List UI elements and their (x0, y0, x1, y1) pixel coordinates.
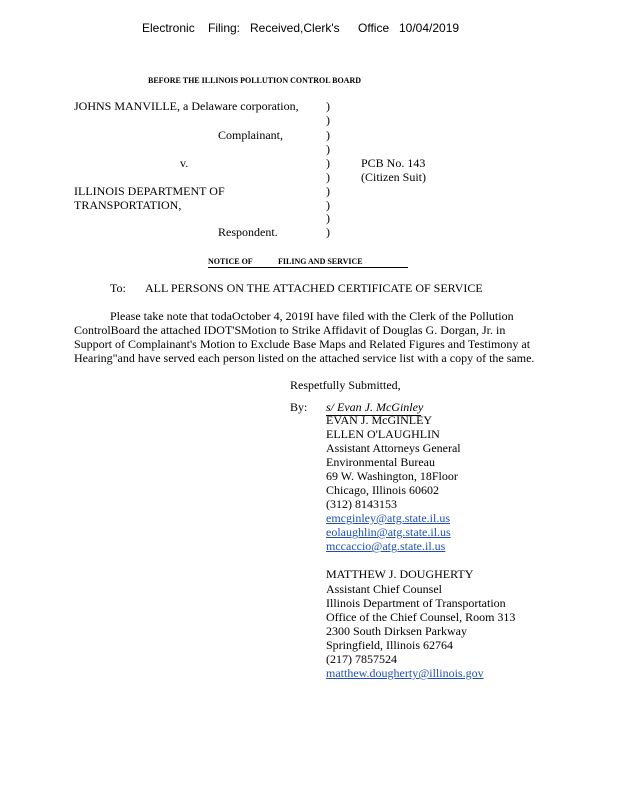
address-1: 69 W. Washington, 18Floor (326, 469, 458, 483)
header-electronic: Electronic (142, 21, 195, 35)
header-received: Received,Clerk's (250, 21, 340, 35)
case-type: (Citizen Suit) (361, 170, 426, 184)
caption-paren: ) (326, 113, 330, 127)
case-number: PCB No. 143 (361, 156, 426, 170)
counsel-name: MATTHEW J. DOUGHERTY (326, 567, 474, 581)
caption-paren: ) (326, 225, 330, 239)
board-title: BEFORE THE ILLINOIS POLLUTION CONTROL BOARD (148, 76, 362, 85)
header-date: 10/04/2019 (399, 21, 460, 35)
counsel-dept: Illinois Department of Transportation (326, 596, 506, 610)
body-line-4: Hearing"and have served each person listed on the attached service list with a copy of the same. (74, 351, 535, 365)
e-signature: s/ Evan J. McGinley (326, 400, 424, 414)
header-office: Office (358, 21, 390, 35)
respondent-label: Respondent. (218, 225, 278, 239)
counsel-office: Office of the Chief Counsel, Room 313 (326, 610, 516, 624)
email-link-mccaccio[interactable]: mccaccio@atg.state.il.us (326, 539, 446, 553)
respondent-line1: ILLINOIS DEPARTMENT OF (74, 184, 225, 198)
closing: Respetfully Submitted, (290, 378, 401, 392)
to-label: To: (110, 281, 126, 295)
caption-paren: ) (326, 211, 330, 225)
caption-paren: ) (326, 128, 330, 142)
caption-paren: ) (326, 198, 330, 212)
versus: v. (180, 156, 189, 170)
attorney-name-1: EVAN J. McGINLEY (326, 413, 433, 427)
email-link-dougherty[interactable]: matthew.dougherty@illinois.gov (326, 666, 484, 680)
header-filing: Filing: (208, 21, 241, 35)
phone-1: (312) 8143153 (326, 497, 397, 511)
caption-paren: ) (326, 184, 330, 198)
email-link-olaughlin[interactable]: eolaughlin@atg.state.il.us (326, 525, 451, 539)
caption-paren: ) (326, 156, 330, 170)
notice-title-part1: NOTICE OF (208, 257, 253, 266)
notice-title (208, 257, 408, 268)
attorney-title: Assistant Attorneys General (326, 441, 461, 455)
attorney-name-2: ELLEN O'LAUGHLIN (326, 427, 440, 441)
counsel-title: Assistant Chief Counsel (326, 582, 442, 596)
bureau: Environmental Bureau (326, 455, 435, 469)
body-line-2: ControlBoard the attached IDOT'SMotion to Strike Affidavit of Douglas G. Dorgan, Jr. in (74, 323, 506, 337)
address-2: 2300 South Dirksen Parkway (326, 624, 467, 638)
body-line-1: Please take note that todaOctober 4, 2019I have filed with the Clerk of the Pollution (110, 309, 514, 323)
email-link-mcginley[interactable]: emcginley@atg.state.il.us (326, 511, 451, 525)
caption-paren: ) (326, 142, 330, 156)
by-label: By: (290, 400, 308, 414)
caption-paren: ) (326, 99, 330, 113)
body-line-3: Support of Complainant's Motion to Exclude Base Maps and Related Figures and Testimony at (74, 337, 531, 351)
city-1: Chicago, Illinois 60602 (326, 483, 439, 497)
respondent-line2: TRANSPORTATION, (74, 198, 182, 212)
caption-paren: ) (326, 170, 330, 184)
to-text: ALL PERSONS ON THE ATTACHED CERTIFICATE OF SERVICE (145, 281, 483, 295)
city-2: Springfield, Illinois 62764 (326, 638, 453, 652)
phone-2: (217) 7857524 (326, 652, 397, 666)
notice-title-part2: FILING AND SERVICE (278, 257, 363, 266)
complainant-label: Complainant, (218, 128, 283, 142)
complainant-name: JOHNS MANVILLE, a Delaware corporation, (74, 99, 299, 113)
